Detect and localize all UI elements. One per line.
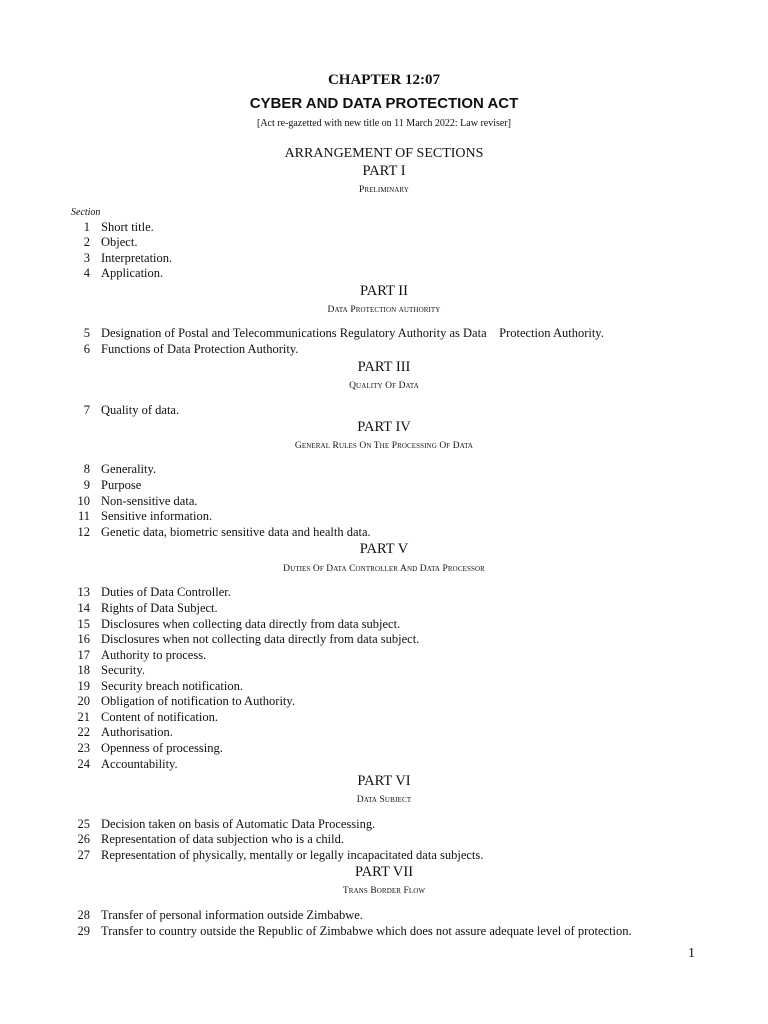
list-item — [0, 694, 295, 709]
section-number: 7 — [83, 403, 90, 417]
section-title: Duties of Data Controller. — [101, 585, 231, 599]
section-title: Non-sensitive data. — [101, 494, 198, 508]
section-title: Authority to process. — [101, 648, 207, 662]
section-title: Genetic data, biometric sensitive data and health data. — [101, 525, 371, 539]
part-heading: PART II — [360, 283, 408, 299]
list-item — [0, 908, 363, 923]
list-item — [0, 601, 218, 616]
section-number: 2 — [83, 235, 90, 249]
section-number: 3 — [83, 251, 90, 265]
list-item — [0, 403, 180, 418]
list-item — [0, 848, 484, 863]
section-number: 27 — [77, 848, 90, 862]
section-title: Decision taken on basis of Automatic Data Processing. — [101, 817, 376, 831]
section-number: 4 — [83, 266, 90, 280]
part-subtitle: General Rules On The Processing Of Data — [294, 441, 474, 451]
section-title: Designation of Postal and Telecommunications Regulatory Authority as Data Protection Authority. — [101, 326, 604, 340]
part-heading: PART VI — [357, 773, 411, 789]
part-heading: PART III — [357, 359, 411, 375]
part-heading: PART V — [359, 541, 409, 557]
list-item — [0, 509, 213, 524]
section-title: Disclosures when not collecting data directly from data subject. — [101, 632, 420, 646]
section-title: Security breach notification. — [101, 679, 243, 693]
list-item — [0, 924, 632, 939]
list-item — [0, 710, 218, 725]
section-title: Authorisation. — [101, 725, 173, 739]
list-item — [0, 220, 154, 235]
section-title: Functions of Data Protection Authority. — [101, 342, 299, 356]
part-subtitle: Duties Of Data Controller And Data Processor — [283, 564, 485, 574]
arrangement-heading: ARRANGEMENT OF SECTIONS — [284, 146, 484, 161]
section-column-label: Section — [71, 207, 101, 218]
section-number: 1 — [83, 220, 90, 234]
section-number: 19 — [77, 679, 90, 693]
section-number: 14 — [77, 601, 90, 615]
list-item — [0, 725, 173, 740]
list-item — [0, 663, 145, 678]
list-item — [0, 679, 243, 694]
section-number: 11 — [77, 509, 90, 523]
list-item — [0, 251, 173, 266]
section-number: 23 — [77, 741, 90, 755]
part-subtitle: Trans Border Flow — [342, 886, 426, 896]
part-subtitle: Data Subject — [356, 795, 412, 805]
list-item — [0, 525, 371, 540]
section-number: 17 — [77, 648, 90, 662]
list-item — [0, 585, 231, 600]
list-item — [0, 235, 138, 250]
list-item — [0, 832, 344, 847]
section-number: 15 — [77, 617, 90, 631]
section-number: 25 — [77, 817, 90, 831]
section-title: Short title. — [101, 220, 154, 234]
section-title: Application. — [101, 266, 164, 280]
section-number: 16 — [77, 632, 90, 646]
section-title: Sensitive information. — [101, 509, 213, 523]
list-item — [0, 326, 604, 341]
list-item — [0, 617, 401, 632]
page-number: 1 — [688, 946, 695, 961]
section-number: 10 — [77, 494, 90, 508]
section-title: Transfer to country outside the Republic of Zimbabwe which does not assure adequate level of protection. — [101, 924, 632, 938]
act-title: CYBER AND DATA PROTECTION ACT — [249, 95, 519, 112]
section-title: Disclosures when collecting data directly from data subject. — [101, 617, 401, 631]
section-number: 13 — [77, 585, 90, 599]
section-number: 8 — [83, 462, 90, 476]
section-title: Interpretation. — [101, 251, 173, 265]
list-item — [0, 757, 178, 772]
section-number: 18 — [77, 663, 90, 677]
part-heading: PART VII — [354, 864, 414, 880]
list-item — [0, 478, 142, 493]
section-title: Representation of data subjection who is a child. — [101, 832, 344, 846]
part-heading: PART IV — [357, 419, 411, 435]
section-title: Purpose — [101, 478, 142, 492]
section-title: Rights of Data Subject. — [101, 601, 218, 615]
section-title: Content of notification. — [101, 710, 218, 724]
part-heading: PART I — [362, 163, 406, 179]
section-title: Security. — [101, 663, 145, 677]
section-title: Transfer of personal information outside Zimbabwe. — [101, 908, 363, 922]
section-number: 24 — [77, 757, 90, 771]
list-item — [0, 342, 299, 357]
section-title: Quality of data. — [101, 403, 180, 417]
section-number: 9 — [83, 478, 90, 492]
list-item — [0, 632, 420, 647]
section-number: 5 — [83, 326, 90, 340]
section-title: Representation of physically, mentally or legally incapacitated data subjects. — [101, 848, 484, 862]
section-title: Accountability. — [101, 757, 178, 771]
part-subtitle: Preliminary — [359, 185, 409, 195]
chapter-number: CHAPTER 12:07 — [327, 72, 441, 88]
section-number: 22 — [77, 725, 90, 739]
part-subtitle: Data Protection authority — [327, 305, 441, 315]
regazette-note: [Act re-gazetted with new title on 11 March 2022: Law reviser] — [257, 118, 511, 129]
list-item — [0, 266, 164, 281]
section-title: Object. — [101, 235, 138, 249]
section-number: 12 — [77, 525, 90, 539]
part-subtitle: Quality Of Data — [349, 381, 419, 391]
section-number: 6 — [83, 342, 90, 356]
list-item — [0, 462, 157, 477]
section-number: 20 — [77, 694, 90, 708]
list-item — [0, 494, 198, 509]
list-item — [0, 817, 376, 832]
list-item — [0, 741, 223, 756]
section-title: Obligation of notification to Authority. — [101, 694, 295, 708]
section-number: 28 — [77, 908, 90, 922]
list-item — [0, 648, 207, 663]
section-title: Generality. — [101, 462, 157, 476]
section-number: 21 — [77, 710, 90, 724]
section-number: 29 — [77, 924, 90, 938]
section-number: 26 — [77, 832, 90, 846]
section-title: Openness of processing. — [101, 741, 223, 755]
